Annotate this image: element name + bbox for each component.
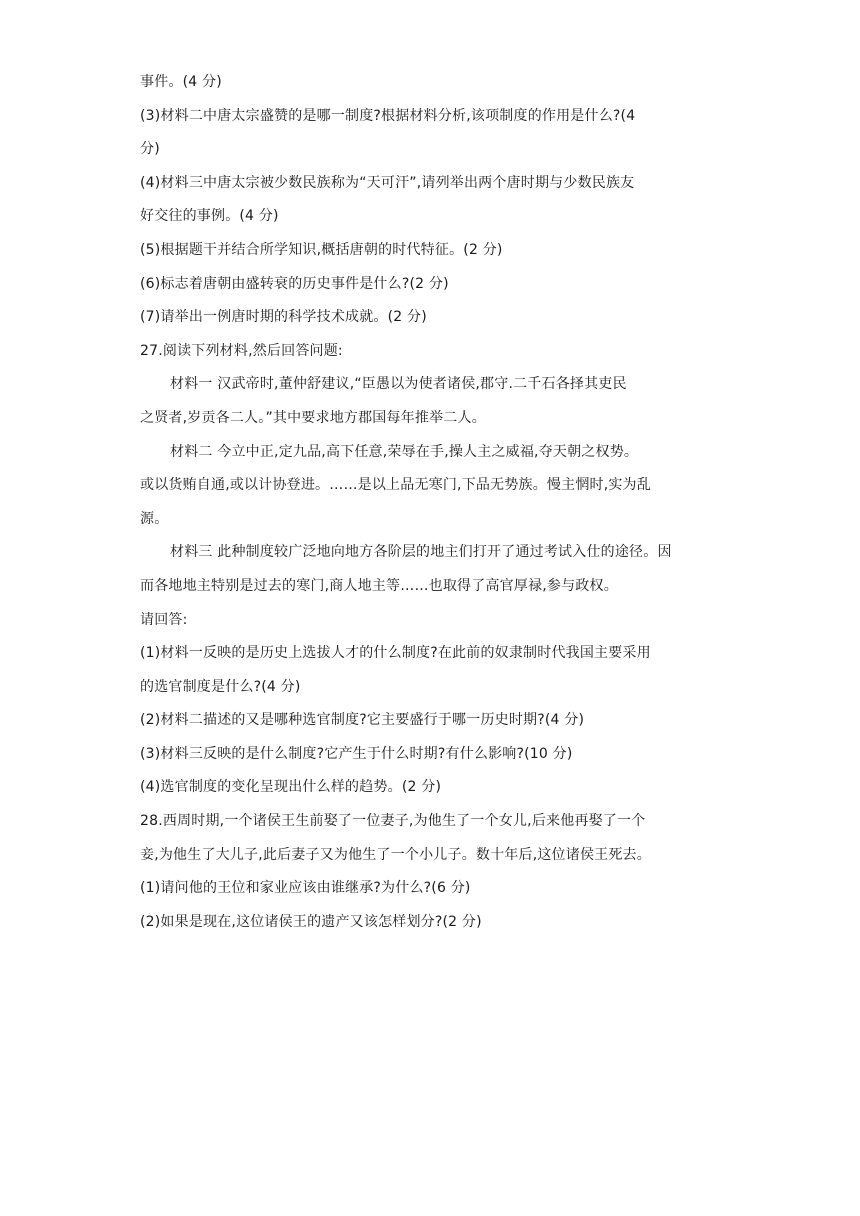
material-1-paragraph-cont: 之贤者,岁贡各二人。”其中要求地方郡国每年推举二人。 <box>140 409 486 426</box>
material-2-paragraph-cont: 或以货贿自通,或以计协登进。……是以上品无寒门,下品无势族。慢主惘时,实为乱 <box>140 477 651 494</box>
text-line-q27-1: (1)材料一反映的是历史上选拔人才的什么制度?在此前的奴隶制时代我国主要采用 <box>140 645 651 662</box>
text-line-q26-6: (6)标志着唐朝由盛转衰的历史事件是什么?(2 分) <box>140 275 449 292</box>
document-body <box>140 66 730 939</box>
text-line-q26-4-cont: 好交往的事例。(4 分) <box>140 208 279 225</box>
text-line-q27-4: (4)选官制度的变化呈现出什么样的趋势。(2 分) <box>140 779 442 796</box>
question-27-heading: 27.阅读下列材料,然后回答问题: <box>140 342 343 359</box>
question-28-heading: 28.西周时期,一个诸侯王生前娶了一位妻子,为他生了一个女儿,后来他再娶了一个 <box>140 813 646 830</box>
text-line-q26-4: (4)材料三中唐太宗被少数民族称为“天可汗”,请列举出两个唐时期与少数民族友 <box>140 174 635 191</box>
text-line-q27-1-cont: 的选官制度是什么?(4 分) <box>140 678 301 695</box>
material-2-paragraph: 材料二 今立中正,定九品,高下任意,荣辱在手,操人主之威福,夺天朝之权势。 <box>170 443 639 460</box>
text-line-q26-5: (5)根据题干并结合所学知识,概括唐朝的时代特征。(2 分) <box>140 241 503 258</box>
text-line-q28-2: (2)如果是现在,这位诸侯王的遗产又该怎样划分?(2 分) <box>140 913 482 930</box>
material-3-paragraph: 材料三 此种制度较广泛地向地方各阶层的地主们打开了通过考试入仕的途径。因 <box>170 544 672 561</box>
material-2-paragraph-end: 源。 <box>140 510 169 527</box>
text-line-q26-event-points: 事件。(4 分) <box>140 74 222 90</box>
question-28-heading-cont: 妾,为他生了大儿子,此后妻子又为他生了一个小儿子。数十年后,这位诸侯王死去。 <box>140 846 651 863</box>
please-answer-label: 请回答: <box>140 611 188 628</box>
material-3-paragraph-cont: 而各地地主特别是过去的寒门,商人地主等……也取得了高官厚禄,参与政权。 <box>140 577 618 594</box>
text-line-q27-3: (3)材料三反映的是什么制度?它产生于什么时期?有什么影响?(10 分) <box>140 745 573 762</box>
material-1-paragraph: 材料一 汉武帝时,董仲舒建议,“臣愚以为使者诸侯,郡守.二千石各择其吏民 <box>170 376 627 393</box>
text-line-q26-7: (7)请举出一例唐时期的科学技术成就。(2 分) <box>140 309 427 326</box>
text-line-q26-3-cont: 分) <box>140 141 160 158</box>
text-line-q28-1: (1)请问他的王位和家业应该由谁继承?为什么?(6 分) <box>140 880 471 897</box>
text-line-q26-3: (3)材料二中唐太宗盛赞的是哪一制度?根据材料分析,该项制度的作用是什么?(4 <box>140 107 636 124</box>
text-line-q27-2: (2)材料二描述的又是哪种选官制度?它主要盛行于哪一历史时期?(4 分) <box>140 712 585 729</box>
